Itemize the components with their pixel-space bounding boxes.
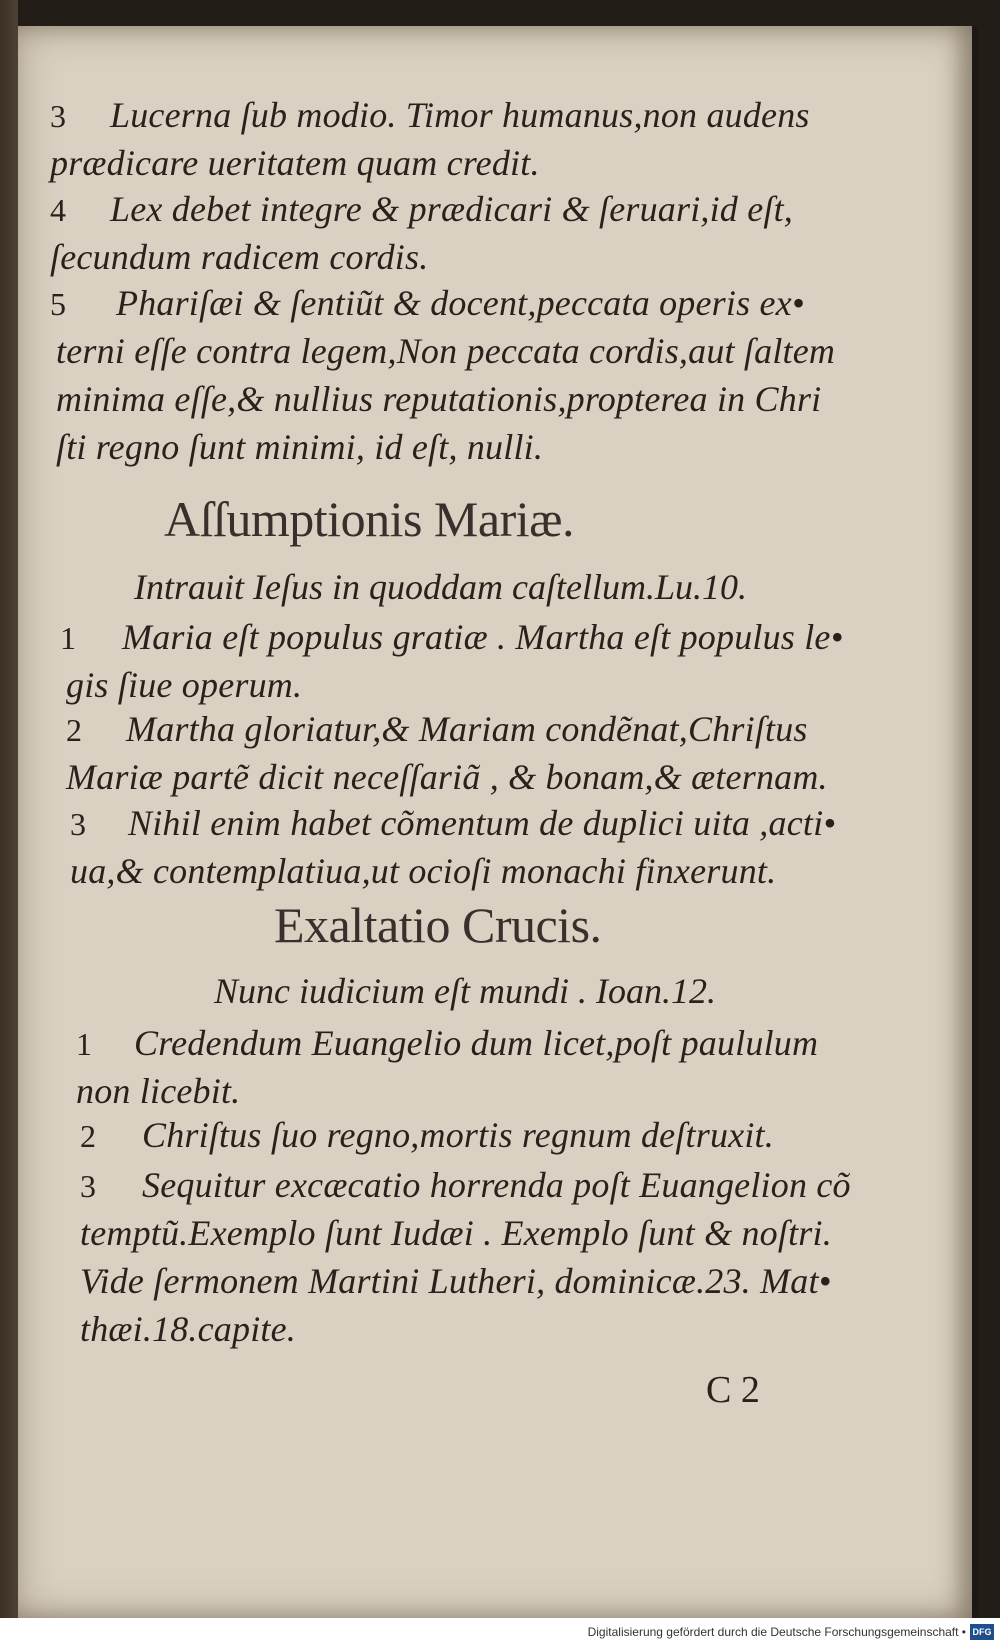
text-line: minima eſſe,& nullius reputationis,propterea in Chri: [56, 379, 822, 419]
text-line: Mariæ partẽ dicit neceſſariã , & bonam,& æternam.: [66, 757, 828, 797]
item-number: 5: [50, 286, 66, 322]
text-line: Chriſtus ſuo regno,mortis regnum deſtruxit.: [142, 1115, 774, 1155]
text-line: non licebit.: [76, 1071, 241, 1111]
digitization-footer: [0, 1618, 1000, 1648]
text-line: ſecundum radicem cordis.: [50, 237, 429, 277]
item-number: 1: [60, 620, 76, 656]
item-number: 4: [50, 192, 66, 228]
text-line: Sequitur excæcatio horrenda poſt Euangelion cõ: [142, 1165, 851, 1205]
text-line: terni eſſe contra legem,Non peccata cordis,aut ſaltem: [56, 331, 836, 371]
text-line: prædicare ueritatem quam credit.: [50, 143, 540, 183]
text-line: Maria eſt populus gratiæ . Martha eſt populus le•: [122, 617, 844, 657]
section-heading: Exaltatio Crucis.: [274, 897, 602, 953]
item-number: 2: [66, 712, 82, 748]
section-heading: Aſſumptionis Mariæ.: [164, 491, 574, 547]
book-spine-edge: [0, 0, 18, 1648]
text-line: thæi.18.capite.: [80, 1309, 296, 1349]
text-line: Lucerna ſub modio. Timor humanus,non audens: [110, 95, 810, 135]
signature-mark: C 2: [706, 1369, 760, 1411]
item-number: 3: [70, 806, 86, 842]
text-line: Vide ſermonem Martini Lutheri, dominicæ.23. Mat•: [80, 1261, 832, 1301]
text-line: Lex debet integre & prædicari & ſeruari,id eſt,: [110, 189, 793, 229]
dfg-logo-icon: DFG: [970, 1624, 994, 1640]
item-number: 1: [76, 1026, 92, 1062]
text-line: Credendum Euangelio dum licet,poſt paululum: [134, 1023, 819, 1063]
text-line: ua,& contemplatiua,ut ocioſi monachi finxerunt.: [70, 851, 777, 891]
book-page: [18, 26, 978, 1618]
text-line: gis ſiue operum.: [66, 665, 303, 705]
section-subheading: Intrauit Ieſus in quoddam caſtellum.Lu.10.: [134, 567, 747, 607]
item-number: 3: [50, 98, 66, 134]
item-number: 2: [80, 1118, 96, 1154]
text-line: ſti regno ſunt minimi, id eſt, nulli.: [56, 427, 544, 467]
text-line: Martha gloriatur,& Mariam condẽnat,Chriſtus: [126, 709, 808, 749]
section-subheading: Nunc iudicium eſt mundi . Ioan.12.: [214, 971, 716, 1011]
text-line: temptũ.Exemplo ſunt Iudæi . Exemplo ſunt & noſtri.: [80, 1213, 832, 1253]
item-number: 3: [80, 1168, 96, 1204]
footer-credit: Digitalisierung gefördert durch die Deutsche Forschungsgemeinschaft •: [587, 1625, 966, 1639]
text-line: Phariſæi & ſentiũt & docent,peccata operis ex•: [116, 283, 805, 323]
text-line: Nihil enim habet cõmentum de duplici uita ,acti•: [128, 803, 837, 843]
